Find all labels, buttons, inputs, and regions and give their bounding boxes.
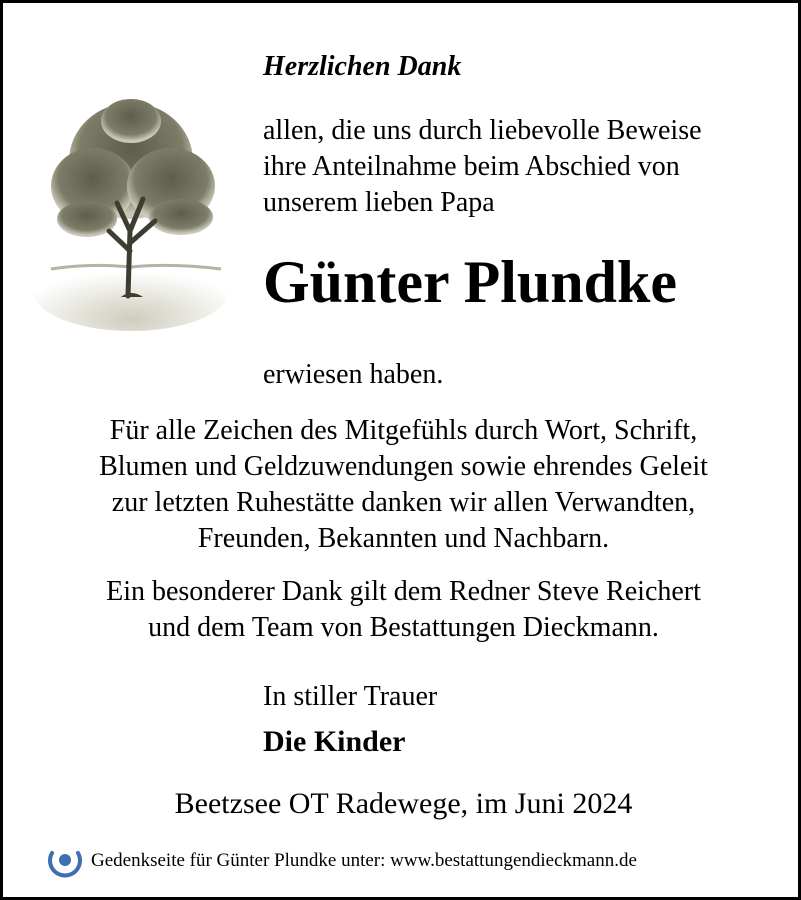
- intro-line: ihre Anteilnahme beim Abschied von: [263, 151, 680, 182]
- paragraph-line: zur letzten Ruhestätte danken wir allen Verwandten,: [111, 487, 696, 518]
- paragraph-line: Freunden, Bekannten und Nachbarn.: [197, 523, 610, 554]
- intro-line: unserem lieben Papa: [263, 187, 495, 218]
- heading-herzlichen-dank: Herzlichen Dank: [263, 51, 462, 82]
- paragraph-line: und dem Team von Bestattungen Dieckmann.: [148, 612, 659, 643]
- signature: Die Kinder: [263, 725, 406, 758]
- mourning-line: In stiller Trauer: [263, 681, 438, 712]
- tree-icon: [31, 91, 231, 331]
- paragraph-line: Ein besonderer Dank gilt dem Redner Steve Reichert: [106, 576, 701, 607]
- after-name-text: erwiesen haben.: [263, 359, 444, 390]
- footer: [47, 843, 637, 879]
- intro-text: [263, 113, 702, 221]
- memorial-page-link[interactable]: Gedenkseite für Günter Plundke unter: www.bestattungendieckmann.de: [91, 850, 637, 871]
- deceased-name: Günter Plundke: [263, 249, 677, 315]
- memorial-logo-icon: [47, 843, 83, 879]
- place-date: Beetzsee OT Radewege, im Juni 2024: [174, 787, 633, 820]
- paragraph-line: Für alle Zeichen des Mitgefühls durch Wort, Schrift,: [109, 415, 698, 446]
- intro-line: allen, die uns durch liebevolle Beweise: [263, 115, 702, 146]
- special-thanks-paragraph: [3, 574, 801, 646]
- thanks-paragraph: [3, 413, 801, 557]
- paragraph-line: Blumen und Geldzuwendungen sowie ehrendes Geleit: [99, 451, 708, 482]
